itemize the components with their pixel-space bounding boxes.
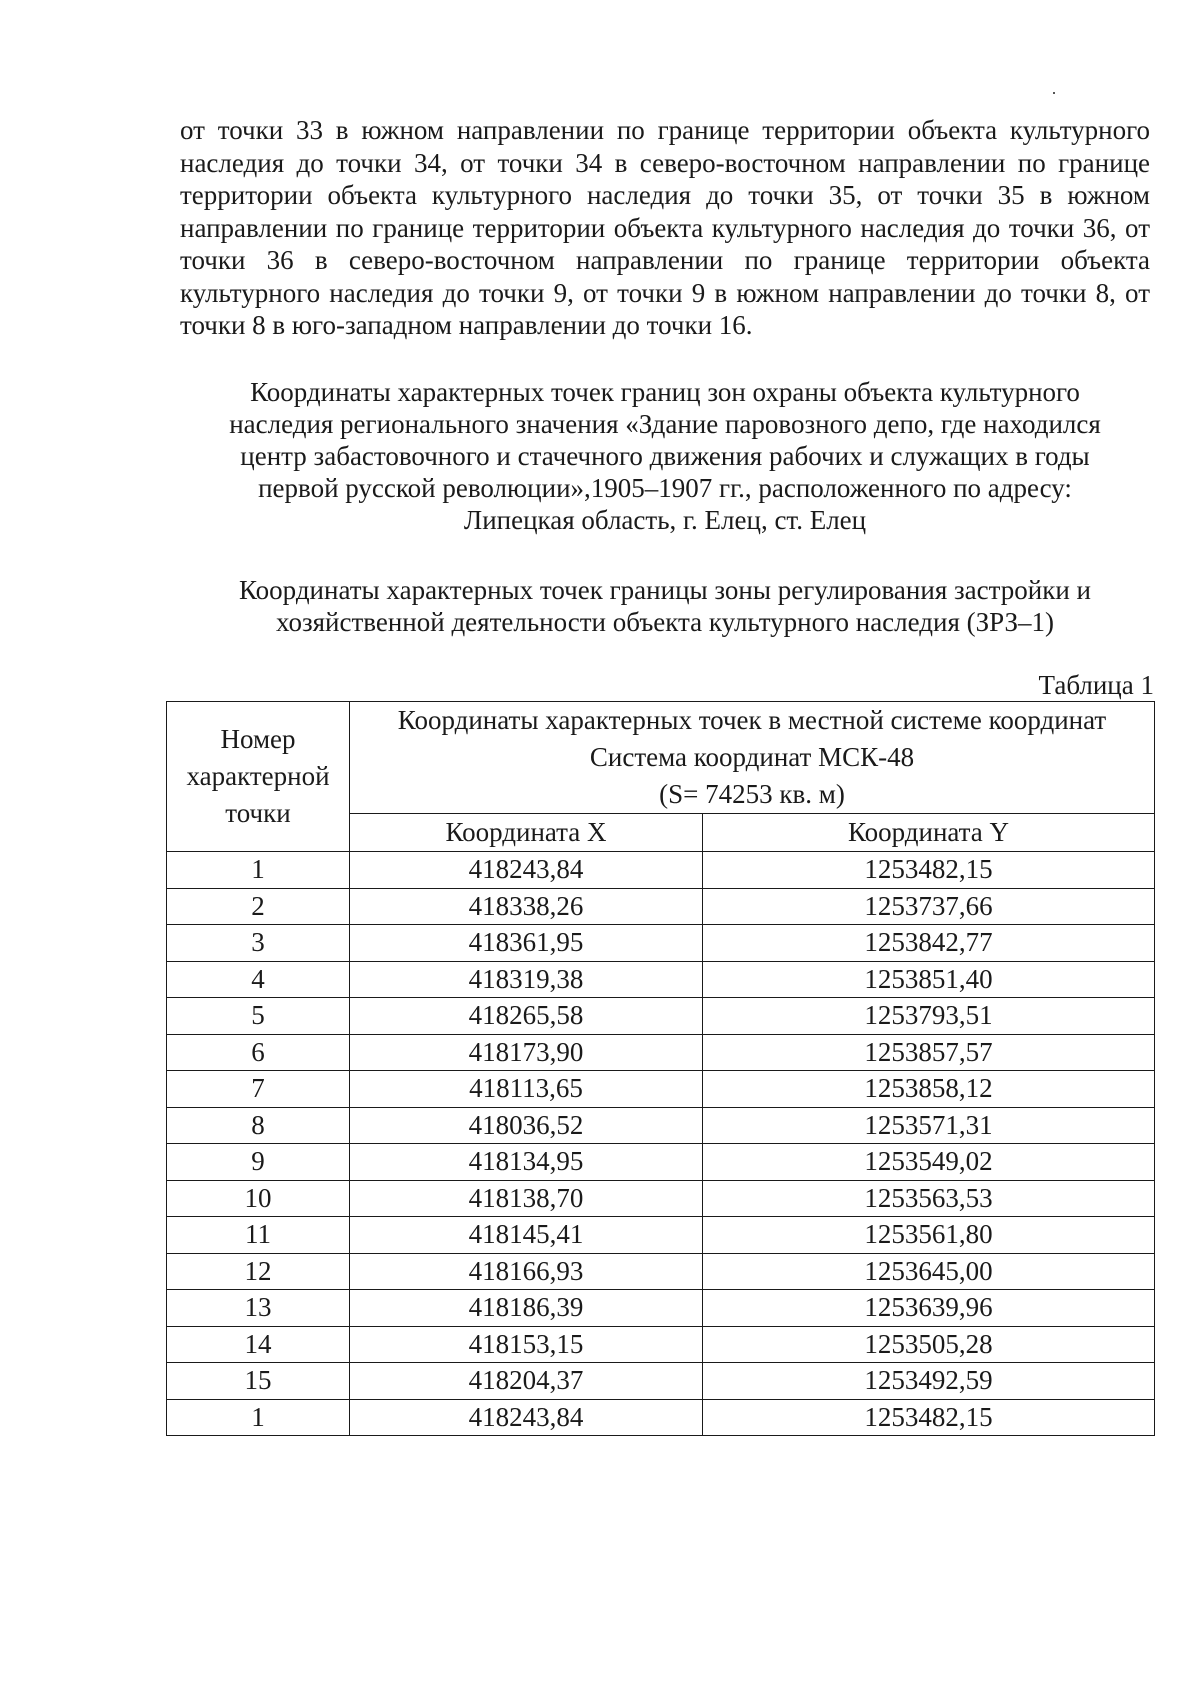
heading-line: первой русской революции»,1905–1907 гг., расположенного по адресу: [258,473,1072,503]
cell-point: 12 [167,1253,350,1290]
cell-x: 418319,38 [350,961,703,998]
cell-point: 6 [167,1034,350,1071]
cell-point: 15 [167,1363,350,1400]
cell-y: 1253842,77 [703,925,1155,962]
cell-point: 2 [167,888,350,925]
cell-y: 1253645,00 [703,1253,1155,1290]
cell-x: 418173,90 [350,1034,703,1071]
heading-line: Координаты характерных точек границ зон охраны объекта культурного [250,377,1080,407]
header-line: точки [225,798,291,828]
cell-x: 418153,15 [350,1326,703,1363]
table-row [167,1217,1155,1254]
cell-point: 9 [167,1144,350,1181]
cell-y: 1253851,40 [703,961,1155,998]
cell-y: 1253549,02 [703,1144,1155,1181]
cell-x: 418138,70 [350,1180,703,1217]
cell-y: 1253639,96 [703,1290,1155,1327]
table-row [167,1144,1155,1181]
table-row [167,998,1155,1035]
cell-y: 1253563,53 [703,1180,1155,1217]
zones-heading [150,376,1180,536]
table-row [167,1180,1155,1217]
heading-line: наследия регионального значения «Здание паровозного депо, где находился [229,409,1101,439]
cell-x: 418186,39 [350,1290,703,1327]
table-row [167,1034,1155,1071]
cell-point: 11 [167,1217,350,1254]
table-row [167,888,1155,925]
header-x: Координата X [350,814,703,852]
boundary-description-paragraph: от точки 33 в южном направлении по границе территории объекта культурного наследия до точки 34, от точки 34 в северо-восточном направлении по границе территории объекта культурного наследия до точки 35, от точки 35 в южном направлении по границе территории объекта культурного наследия до точки 36, от точки 36 в северо-восточном направлении по границе территории объекта культурного наследия до точки 9, от точки 9 в южном направлении до точки 8, от точки 8 в юго-западном направлении до точки 16. [180,115,1150,340]
cell-x: 418166,93 [350,1253,703,1290]
cell-point: 7 [167,1071,350,1108]
heading-line: центр забастовочного и стачечного движения рабочих и служащих в годы [240,441,1090,471]
cell-point: 4 [167,961,350,998]
cell-x: 418113,65 [350,1071,703,1108]
cell-point: 3 [167,925,350,962]
cell-y: 1253858,12 [703,1071,1155,1108]
cell-x: 418036,52 [350,1107,703,1144]
header-line: Координаты характерных точек в местной системе координат [397,705,1107,735]
table-row [167,1326,1155,1363]
header-coordinates [350,702,1155,814]
cell-y: 1253737,66 [703,888,1155,925]
cell-x: 418338,26 [350,888,703,925]
table-row [167,1399,1155,1436]
cell-point: 1 [167,1399,350,1436]
table-caption: Таблица 1 [1038,670,1154,700]
cell-y: 1253482,15 [703,1399,1155,1436]
cell-point: 10 [167,1180,350,1217]
heading-line: Липецкая область, г. Елец, ст. Елец [463,505,867,535]
table-row [167,961,1155,998]
cell-x: 418265,58 [350,998,703,1035]
table-row [167,852,1155,889]
header-line: характерной [186,761,330,791]
heading-line: хозяйственной деятельности объекта культурного наследия (ЗРЗ–1) [275,607,1055,637]
table-row [167,925,1155,962]
cell-x: 418243,84 [350,852,703,889]
table-row [167,1290,1155,1327]
table-row [167,1107,1155,1144]
table-row [167,1071,1155,1108]
cell-x: 418243,84 [350,1399,703,1436]
coordinates-table [166,701,1155,1436]
header-line: Система координат МСК-48 [589,742,915,772]
cell-x: 418361,95 [350,925,703,962]
cell-y: 1253492,59 [703,1363,1155,1400]
cell-point: 1 [167,852,350,889]
cell-x: 418204,37 [350,1363,703,1400]
cell-point: 14 [167,1326,350,1363]
cell-point: 8 [167,1107,350,1144]
zrz-heading [150,574,1180,638]
scan-speck [1053,92,1055,94]
header-point-number [167,702,350,852]
cell-x: 418134,95 [350,1144,703,1181]
cell-point: 13 [167,1290,350,1327]
cell-y: 1253793,51 [703,998,1155,1035]
cell-y: 1253561,80 [703,1217,1155,1254]
cell-y: 1253482,15 [703,852,1155,889]
cell-y: 1253571,31 [703,1107,1155,1144]
header-line: (S= 74253 кв. м) [659,779,845,809]
cell-x: 418145,41 [350,1217,703,1254]
table-row [167,1253,1155,1290]
header-y: Координата Y [703,814,1155,852]
cell-y: 1253505,28 [703,1326,1155,1363]
table-row [167,1363,1155,1400]
cell-y: 1253857,57 [703,1034,1155,1071]
header-line: Номер [220,724,296,754]
cell-point: 5 [167,998,350,1035]
heading-line: Координаты характерных точек границы зоны регулирования застройки и [239,575,1091,605]
